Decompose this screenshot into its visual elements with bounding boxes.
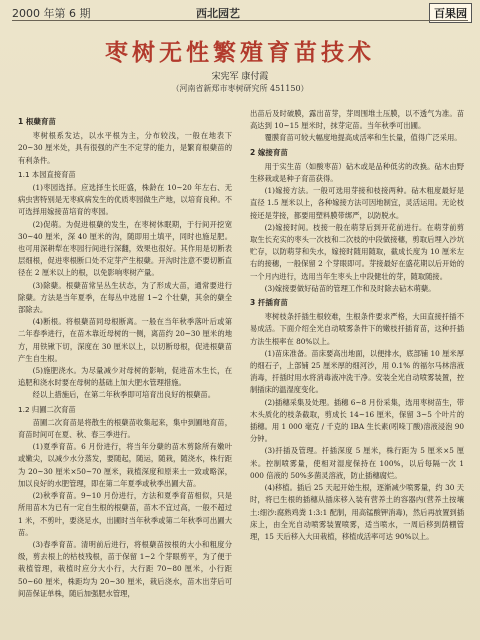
paragraph: (1)嫁接方法。一般可选用芽接和枝接两种。砧木粗度最好是直径 1.5 厘米以上，各种嫁接方法可因地制宜，灵活运用。无论枝接还是芽接，都要用塑料膜带绑严，以防脱水。 bbox=[250, 186, 464, 220]
paragraph: 用于实生苗（如酸枣苗）砧木或是品种低劣的改换。砧木由野生移栽或是种子育苗获得。 bbox=[250, 161, 464, 184]
paragraph: (2)插穗采集及处理。插穗 6~8 月份采集，选用枣树苗生，带木头质化的枝条截取，剪成长 14~16 厘米，保留 3~5 个叶片的插穗。用 1 000 毫克 / 千克的 IBA 生长素(吲哚丁酸)溶液浸泡 90 分钟。 bbox=[250, 397, 465, 444]
paragraph: (2)嫁接时间。枝接一般在萌芽后到开花前进行。在萌芽前剪取生长充实的枣头一次枝和二次枝的中段做接穗，剪取后埋入沙坑贮存，以防萌芽和失水，嫁接时随用随取，截成长度为 10 厘米左右的接穗，一般保留 2 个芽眼即可。芽接最好在盛花期以后开始的一个月内进行，选用当年生枣头上中段健壮的芽，随取随接。 bbox=[250, 222, 464, 281]
paragraph: (2)促萌。为促进根蘖的发生，在枣树休眠期，于行间开挖宽 30~40 厘米，深 40 厘米的沟，随即用土填平，同时也施足肥。也可用深耕犁在枣园行间进行深翻，效果也很好。其作用是切断表层细根，促进枣根断口处不定芽产生根蘖。开沟时注意不要切断直径在 2 厘米以上的根，以免影响枣树产量。 bbox=[18, 219, 232, 278]
paragraph: (1)枣园选择。应选择生长旺盛，株龄在 10~20 年左右、无病虫害特别是无枣疯病发生的优质枣园做生产地，以培育良种。不可选择用嫁接苗培育的枣园。 bbox=[18, 183, 232, 217]
paragraph: 苗圃二次育苗是将散生的根蘖苗收集起来，集中到圃地育苗，育苗时间可在夏、秋、春三季进行。 bbox=[18, 417, 232, 440]
article-affiliation: （河南省新郑市枣树研究所 451150） bbox=[171, 84, 309, 93]
header-divider bbox=[12, 20, 468, 21]
section-badge: 百果园 bbox=[429, 3, 472, 23]
section-heading: 2 嫁接育苗 bbox=[250, 147, 288, 157]
paragraph: (1)夏季育苗。6 月份进行，将当年分蘖的苗木剪除所有嫩叶或嫩尖，以减少水分蒸发，要随起，随运，随栽，随浇水，株行距为 20~30 厘米×50~70 厘米，栽植深度和原来土一致或略深，加以良好的水肥管理，即在第二年夏季或秋季出圃大苗。 bbox=[18, 442, 232, 488]
article-title: 枣树无性繁殖育苗技术 bbox=[105, 40, 375, 66]
paragraph: 枣树枝条扦插生根较难，生根条件要求严格，大田直接扦插不易成活。下面介绍全光自动喷雾条件下的嫩枝扦插育苗，这种扦插方法生根率在 80%以上。 bbox=[250, 312, 464, 346]
subsection-heading: 1.1 本园直接育苗 bbox=[18, 169, 76, 179]
article-authors: 宋宪军 康付霞 bbox=[211, 72, 269, 82]
paragraph: (3)春季育苗。清明前后进行，将根蘖苗按根的大小和粗度分级，剪去根上的枯枝残根，苗于保留 1~2 个芽眼剪平，为了便于栽植管理，栽植时应分大小行，大行距 70~80 厘米，小行距 50~60 厘米，株距均为 20~30 厘米，栽后浇水，苗木出芽后可间苗保证单株，随后加强肥水管理， bbox=[18, 539, 232, 598]
paragraph: (3)除蘖。根蘖苗常呈丛生状态，为了形成大苗，通常要进行除蘖。方法是当年夏季，在每丛中选留 1~2 个壮蘖，其余的蘖全部除去。 bbox=[18, 280, 232, 315]
paragraph: (4)移植。插后 25 天起开始生根，逐渐减少喷雾量，约 30 天时，将已生根的插穗从插床移入装有营养土的容器内(营养土按壤土:细沙:腐熟鸡粪 1:3:1 配制，用高锰酸钾消毒)，然后再放置到插床上，由全光自动喷雾装置喷雾，适当喷水，一周后移到荫棚管理，15 天后移入大田栽植，移植成活率可达 90%以上。 bbox=[250, 483, 464, 541]
section-heading: 3 扦插育苗 bbox=[250, 298, 288, 308]
paragraph: (4)断根。将根蘖苗同母根断离。一般在当年秋季落叶后或第二年春季进行，在苗木靠近母树的一侧，离苗约 20~30 厘米的地方，用铁锹下切，深度在 30 厘米以上，以切断母根，促进根蘖苗产生自生根。 bbox=[18, 317, 232, 363]
right-text-column bbox=[250, 108, 464, 543]
section-heading: 1 根蘖育苗 bbox=[18, 117, 56, 126]
paragraph: 枣树根系发达，以水平根为主，分布较浅，一般在地表下 20~30 厘米处，具有很强的产生不定芽的能力，是繁育根蘖苗的有利条件。 bbox=[18, 131, 232, 165]
left-text-column bbox=[18, 114, 232, 600]
page-header bbox=[0, 0, 480, 22]
paragraph: 经以上措施后，在第二年秋季即可培育出良好的根蘖苗。 bbox=[32, 390, 216, 400]
paragraph: (2)秋季育苗。9~10 月份进行，方法和夏季育苗相似，只是所用苗木为已有一定自生根的根蘖苗，苗木不宜过高，一般不超过 1 米，不剪叶，要浇足水，出圃时当年秋季或第二年秋季可出圃大苗。 bbox=[18, 491, 232, 537]
paragraph: 覆膜育苗可较大幅度地提高成活率和生长量，值得广泛采用。 bbox=[264, 133, 462, 143]
journal-name: 西北园艺 bbox=[196, 7, 240, 20]
paragraph: (5)施肥浇水。为尽量减少对母树的影响，促进苗木生长，在追肥和浇水时要在母树的基础上加大肥水管理措施。 bbox=[18, 366, 232, 388]
issue-label: 2000 年第 6 期 bbox=[12, 7, 91, 20]
subsection-heading: 1.2 归圃二次育苗 bbox=[18, 404, 76, 414]
paragraph: (3)嫁接要做好砧苗的管理工作和及时除去砧木萌蘖。 bbox=[264, 283, 436, 293]
paragraph: (1)苗床准备。苗床要高出地面，以便排水，底部铺 10 厘米厚的细石子，上部铺 25 厘米厚的细河沙，用 0.1% 的福尔马林溶液消毒，扦插时用水将消毒液冲洗干净。安装全光自动喷雾装置，控制插床的温湿度变化。 bbox=[250, 348, 464, 395]
paragraph: 出苗后及时破膜，露出苗芽，芽周围堆土压膜，以不透气为准。苗高达到 10~15 厘米时，抹芽定苗。当年秋季可出圃。 bbox=[250, 109, 464, 131]
paragraph: (3)扦插及管理。扦插深度 5 厘米，株行距为 5 厘米×5 厘米。控制喷雾量，使相对湿度保持在 100%，以后每隔一次 1 000 倍液的 50%多菌灵溶液，防止插穗腐烂。 bbox=[250, 446, 464, 480]
